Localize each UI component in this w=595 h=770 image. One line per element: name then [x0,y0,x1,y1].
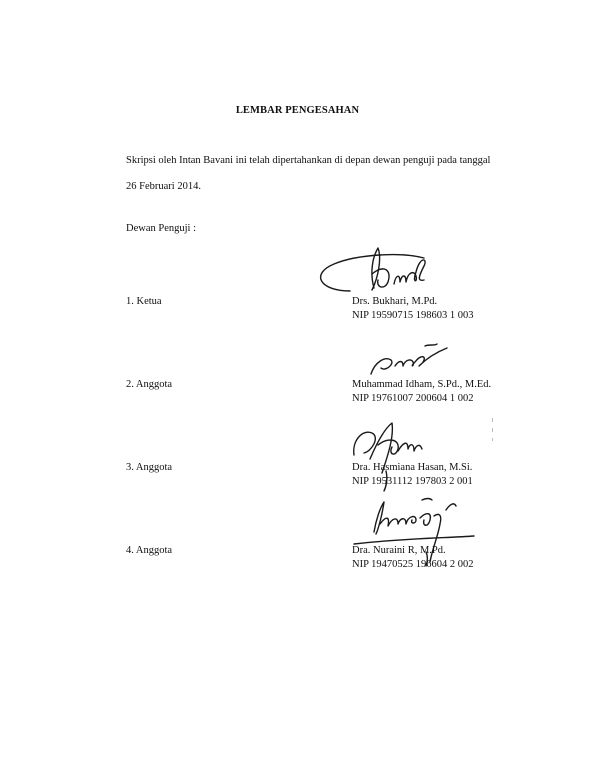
signature-1 [312,244,442,302]
examiner-nip-1: NIP 19590715 198603 1 003 [352,310,474,321]
scan-speck [492,418,493,422]
examiner-name-3: Dra. Hasmiana Hasan, M.Si. [352,462,473,473]
examiner-nip-2: NIP 19761007 200604 1 002 [352,393,474,404]
examiner-role-3: 3. Anggota [126,462,173,473]
examiner-nip-3: NIP 19531112 197803 2 001 [352,476,473,487]
examiner-name-1: Drs. Bukhari, M.Pd. [352,296,438,307]
examiner-board-label: Dewan Penguji : [126,223,196,234]
examiner-role-1: 1. Ketua [126,296,162,307]
scan-speck [492,438,493,441]
examiner-name-4: Dra. Nuraini R, M.Pd. [352,545,446,556]
examiner-name-2: Muhammad Idham, S.Pd., M.Ed. [352,379,492,390]
scan-speck [492,428,493,432]
page-title: LEMBAR PENGESAHAN [235,105,360,116]
intro-line-1: Skripsi oleh Intan Bavani ini telah dipertahankan di depan dewan penguji pada tanggal [126,155,491,166]
examiner-role-4: 4. Anggota [126,545,173,556]
intro-line-2: 26 Februari 2014. [126,181,201,192]
examiner-nip-4: NIP 19470525 196604 2 002 [352,559,474,570]
examiner-role-2: 2. Anggota [126,379,173,390]
signature-2 [365,340,455,380]
